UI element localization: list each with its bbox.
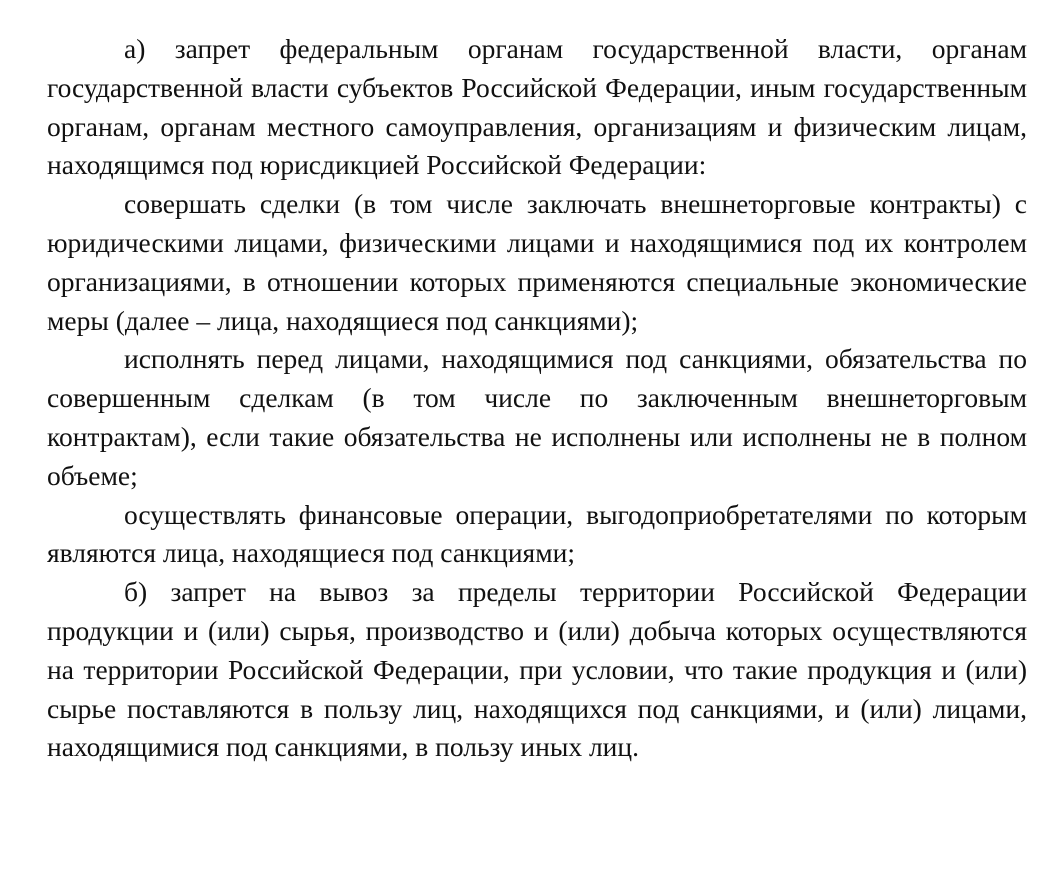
paragraph-a-prohibition: а) запрет федеральным органам государственной власти, органам государственной власти субъектов Российской Федерации, иным государственным органам, органам местного самоуправления, организациям и физическим лицам, находящимся под юрисдикцией Российской Федерации: <box>47 33 1027 181</box>
paragraph-b-export-ban: б) запрет на вывоз за пределы территории Российской Федерации продукции и (или) сырья, производство и (или) добыча которых осуществляются на территории Российской Федерации, при условии, что такие продукция и (или) сырье поставляются в пользу лиц, находящихся под санкциями, и (или) лицами, находящимися под санкциями, в пользу иных лиц. <box>47 576 1027 763</box>
document-body <box>47 30 1027 767</box>
paragraph-obligations: исполнять перед лицами, находящимися под санкциями, обязательства по совершенным сделкам (в том числе по заключенным внешнеторговым контрактам), если такие обязательства не исполнены или исполнены не в полном объеме; <box>47 343 1027 491</box>
paragraph-transactions: совершать сделки (в том числе заключать внешнеторговые контракты) с юридическими лицами, физическими лицами и находящимися под их контролем организациями, в отношении которых применяются специальные экономические меры (далее – лица, находящиеся под санкциями); <box>47 188 1027 336</box>
paragraph-financial-operations: осуществлять финансовые операции, выгодоприобретателями по которым являются лица, находящиеся под санкциями; <box>47 498 1027 569</box>
